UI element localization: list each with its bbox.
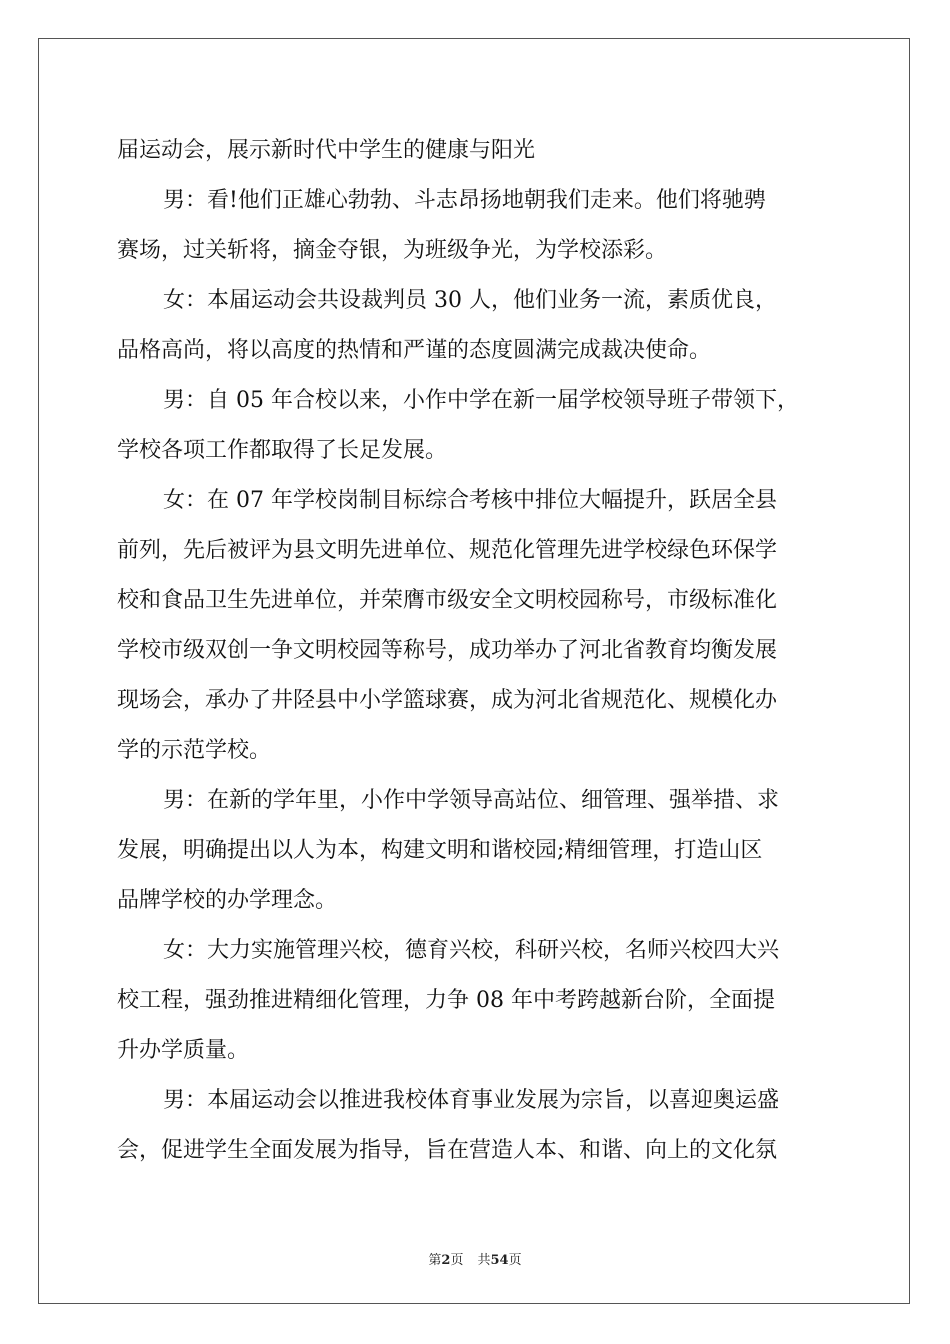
- text-line: 发展，明确提出以人为本，构建文明和谐校园;精细管理，打造山区: [117, 838, 763, 863]
- page-footer: [0, 1249, 950, 1268]
- text-line: 女：本届运动会共设裁判员 30 人，他们业务一流，素质优良，: [163, 288, 777, 313]
- text-line: 赛场，过关斩将，摘金夺银，为班级争光，为学校添彩。: [117, 238, 668, 263]
- text-line: 前列，先后被评为县文明先进单位、规范化管理先进学校绿色环保学: [117, 538, 778, 563]
- footer-total-suffix: 页: [508, 1253, 522, 1268]
- footer-page-prefix: 第: [428, 1253, 442, 1268]
- document-body: [117, 126, 833, 1176]
- text-line: 男：看!他们正雄心勃勃、斗志昂扬地朝我们走来。他们将驰骋: [163, 188, 766, 213]
- text-line: 男：自 05 年合校以来，小作中学在新一届学校领导班子带领下，: [163, 388, 799, 413]
- text-line: 女：大力实施管理兴校，德育兴校，科研兴校，名师兴校四大兴: [163, 938, 780, 963]
- footer-page-number: 2: [441, 1253, 451, 1268]
- footer-total-prefix: 共: [477, 1253, 491, 1268]
- text-line: 品牌学校的办学理念。: [117, 888, 338, 913]
- text-line: 升办学质量。: [117, 1038, 250, 1063]
- text-line: 品格高尚，将以高度的热情和严谨的态度圆满完成裁决使命。: [117, 338, 712, 363]
- text-line: 学校各项工作都取得了长足发展。: [117, 438, 448, 463]
- text-line: 男：在新的学年里，小作中学领导高站位、细管理、强举措、求: [163, 788, 780, 813]
- text-line: 学校市级双创一争文明校园等称号，成功举办了河北省教育均衡发展: [117, 638, 778, 663]
- text-line: 届运动会，展示新时代中学生的健康与阳光: [117, 138, 536, 163]
- text-line: 现场会，承办了井陉县中小学篮球赛，成为河北省规范化、规模化办: [117, 688, 778, 713]
- text-line: 校和食品卫生先进单位，并荣膺市级安全文明校园称号，市级标准化: [117, 588, 778, 613]
- text-line: 校工程，强劲推进精细化管理，力争 08 年中考跨越新台阶，全面提: [117, 988, 775, 1013]
- footer-page-suffix: 页: [450, 1253, 464, 1268]
- text-line: 女：在 07 年学校岗制目标综合考核中排位大幅提升，跃居全县: [163, 488, 777, 513]
- text-line: 男：本届运动会以推进我校体育事业发展为宗旨，以喜迎奥运盛: [163, 1088, 780, 1113]
- text-line: 会，促进学生全面发展为指导，旨在营造人本、和谐、向上的文化氛: [117, 1138, 778, 1163]
- text-line: 学的示范学校。: [117, 738, 272, 763]
- footer-total-pages: 54: [490, 1253, 509, 1268]
